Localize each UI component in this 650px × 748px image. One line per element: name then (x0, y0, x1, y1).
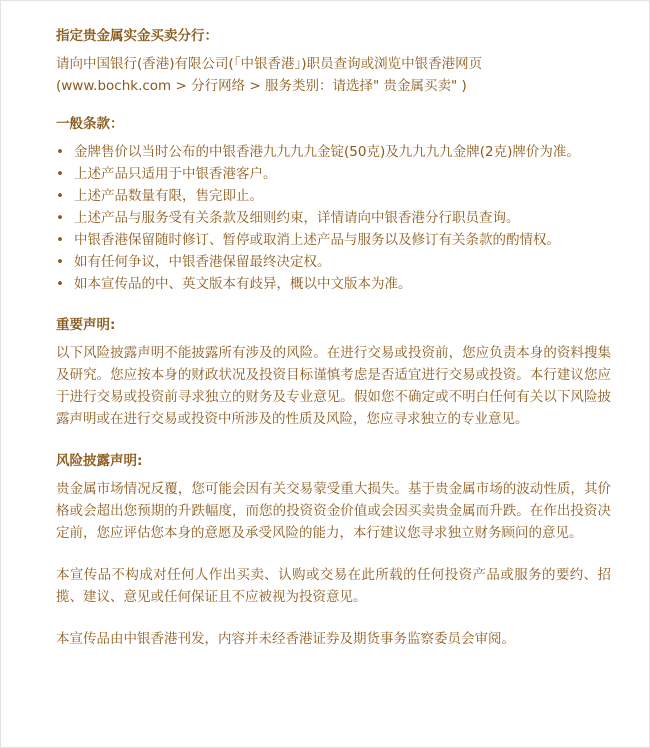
bullet-icon: • (56, 232, 64, 248)
general-terms-item-text: 上述产品与服务受有关条款及细则约束，详情请向中银香港分行职员查询。 (74, 210, 520, 226)
bullet-icon: • (56, 144, 64, 160)
important-notice-text: 以下风险披露声明不能披露所有涉及的风险。在进行交易或投资前，您应负责本身的资料搜集及研究。您应按本身的财政状况及投资目标谨慎考虑是否适宜进行交易或投资。本行建议您应于进行交易或投资前寻求独立的财务及专业意见。假如您不确定或不明白任何有关以下风险披露声明或在进行交易或投资中所涉及的性质及风险，您应寻求独立的专业意见。 (56, 345, 611, 427)
general-terms-item-text: 上述产品只适用于中银香港客户。 (74, 166, 277, 182)
offer-disclaimer-section (56, 564, 611, 608)
important-notice-heading: 重要声明: (56, 317, 116, 333)
general-terms-item (56, 141, 611, 163)
risk-disclosure-text: 贵金属市场情况反覆，您可能会因有关交易蒙受重大损失。基于贵金属市场的波动性质，其价格或会超出您预期的升跌幅度，而您的投资资金价值或会因买卖贵金属而升跌。在作出投资决定前，您应评估您本身的意愿及承受风险的能力，本行建议您寻求独立财务顾问的意见。 (56, 481, 611, 541)
risk-disclosure-section (56, 450, 611, 544)
important-notice-section (56, 314, 611, 430)
general-terms-section (56, 113, 611, 295)
designated-branches-heading: 指定贵金属实金买卖分行： (56, 28, 218, 44)
general-terms-item-text: 中银香港保留随时修订、暂停或取消上述产品与服务以及修订有关条款的酌情权。 (74, 232, 560, 248)
general-terms-item (56, 163, 611, 185)
designated-branches-line-1: 请向中国银行(香港)有限公司(「中银香港」)职员查询或浏览中银香港网页 (56, 56, 483, 72)
bullet-icon: • (56, 188, 64, 204)
issuer-disclaimer-text: 本宣传品由中银香港刊发，内容并未经香港证券及期货事务监察委员会审阅。 (56, 631, 515, 647)
issuer-disclaimer-section (56, 628, 611, 650)
bullet-icon: • (56, 210, 64, 226)
bullet-icon: • (56, 276, 64, 292)
bullet-icon: • (56, 254, 64, 270)
general-terms-item (56, 273, 611, 295)
designated-branches-line-2: (www.bochk.com > 分行网络 > 服务类别：请选择" 贵金属买卖" ) (56, 78, 467, 94)
offer-disclaimer-text: 本宣传品不构成对任何人作出买卖、认购或交易在此所载的任何投资产品或服务的要约、招揽、建议、意见或任何保证且不应被视为投资意见。 (56, 567, 611, 605)
general-terms-item-text: 上述产品数量有限，售完即止。 (74, 188, 263, 204)
general-terms-heading: 一般条款： (56, 116, 124, 132)
risk-disclosure-heading: 风险披露声明: (56, 453, 143, 469)
general-terms-list (56, 141, 611, 295)
general-terms-item (56, 251, 611, 273)
document-content (56, 25, 611, 650)
general-terms-item (56, 229, 611, 251)
general-terms-item (56, 185, 611, 207)
general-terms-item-text: 如有任何争议，中银香港保留最终决定权。 (74, 254, 331, 270)
general-terms-item (56, 207, 611, 229)
bullet-icon: • (56, 166, 64, 182)
general-terms-item-text: 如本宣传品的中、英文版本有歧异，概以中文版本为准。 (74, 276, 412, 292)
designated-branches-section (56, 25, 611, 97)
general-terms-item-text: 金牌售价以当时公布的中银香港九九九九金锭(50克)及九九九九金牌(2克)牌价为准。 (74, 144, 580, 160)
